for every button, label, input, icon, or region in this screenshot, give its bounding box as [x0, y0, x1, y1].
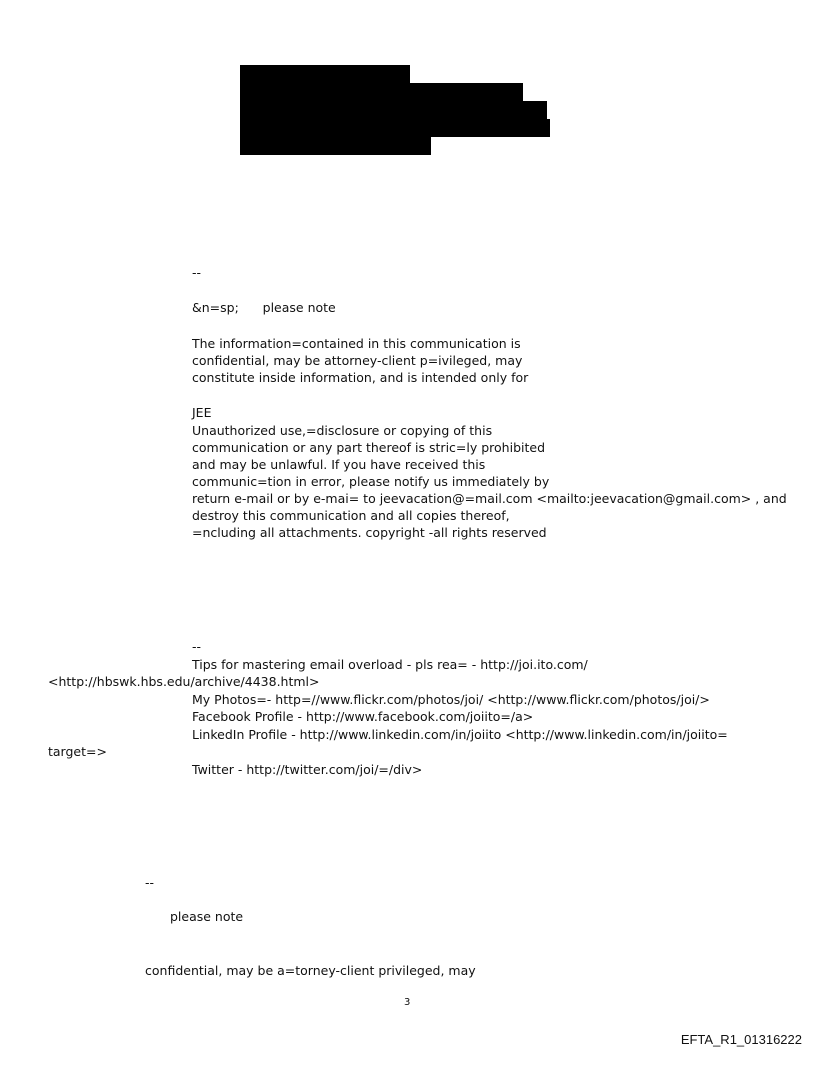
- signature-twitter: Twitter - http://twitter.com/joi/=/div>: [192, 762, 423, 777]
- please-note-line: please note: [170, 909, 244, 924]
- separator: --: [192, 265, 202, 280]
- signature-linkedin-cont: target=>: [48, 744, 107, 759]
- recipient-name: JEE: [192, 405, 212, 420]
- document-id: EFTA_R1_01316222: [680, 1032, 802, 1047]
- disclaimer-line: =ncluding all attachments. copyright -all rights reserved: [192, 525, 547, 540]
- redaction-bar: [240, 137, 431, 155]
- redaction-bar: [240, 65, 410, 83]
- redaction-bar: [240, 101, 547, 119]
- separator: --: [145, 875, 155, 890]
- signature-tips: Tips for mastering email overload - pls rea= - http://joi.ito.com/: [192, 657, 588, 672]
- disclaimer-line: and may be unlawful. If you have received this: [192, 457, 486, 472]
- signature-facebook: Facebook Profile - http://www.facebook.com/joiito=/a>: [192, 709, 534, 724]
- redaction-bar: [240, 83, 523, 101]
- notice-line: The information=contained in this communication is: [192, 336, 521, 351]
- notice-line: confidential, may be attorney-client p=ivileged, may: [192, 353, 523, 368]
- page-number: 3: [404, 997, 411, 1008]
- separator: --: [192, 639, 202, 654]
- confidential-line: confidential, may be a=torney-client privileged, may: [145, 963, 476, 978]
- signature-tips-cont: <http://hbswk.hbs.edu/archive/4438.html>: [48, 674, 320, 689]
- notice-line: constitute inside information, and is intended only for: [192, 370, 529, 385]
- disclaimer-line: destroy this communication and all copies thereof,: [192, 508, 510, 523]
- disclaimer-line: communication or any part thereof is stric=ly prohibited: [192, 440, 546, 455]
- disclaimer-line: return e-mail or by e-mai= to jeevacation@=mail.com <mailto:jeevacation@gmail.com> , and: [192, 491, 787, 506]
- signature-photos: My Photos=- http=//www.flickr.com/photos/joi/ <http://www.flickr.com/photos/joi/>: [192, 692, 710, 707]
- please-note-line: &n=sp; please note: [192, 300, 336, 315]
- redaction-bar: [240, 119, 550, 137]
- disclaimer-line: Unauthorized use,=disclosure or copying of this: [192, 423, 493, 438]
- disclaimer-line: communic=tion in error, please notify us immediately by: [192, 474, 550, 489]
- signature-linkedin: LinkedIn Profile - http://www.linkedin.com/in/joiito <http://www.linkedin.com/in/joiito=: [192, 727, 728, 742]
